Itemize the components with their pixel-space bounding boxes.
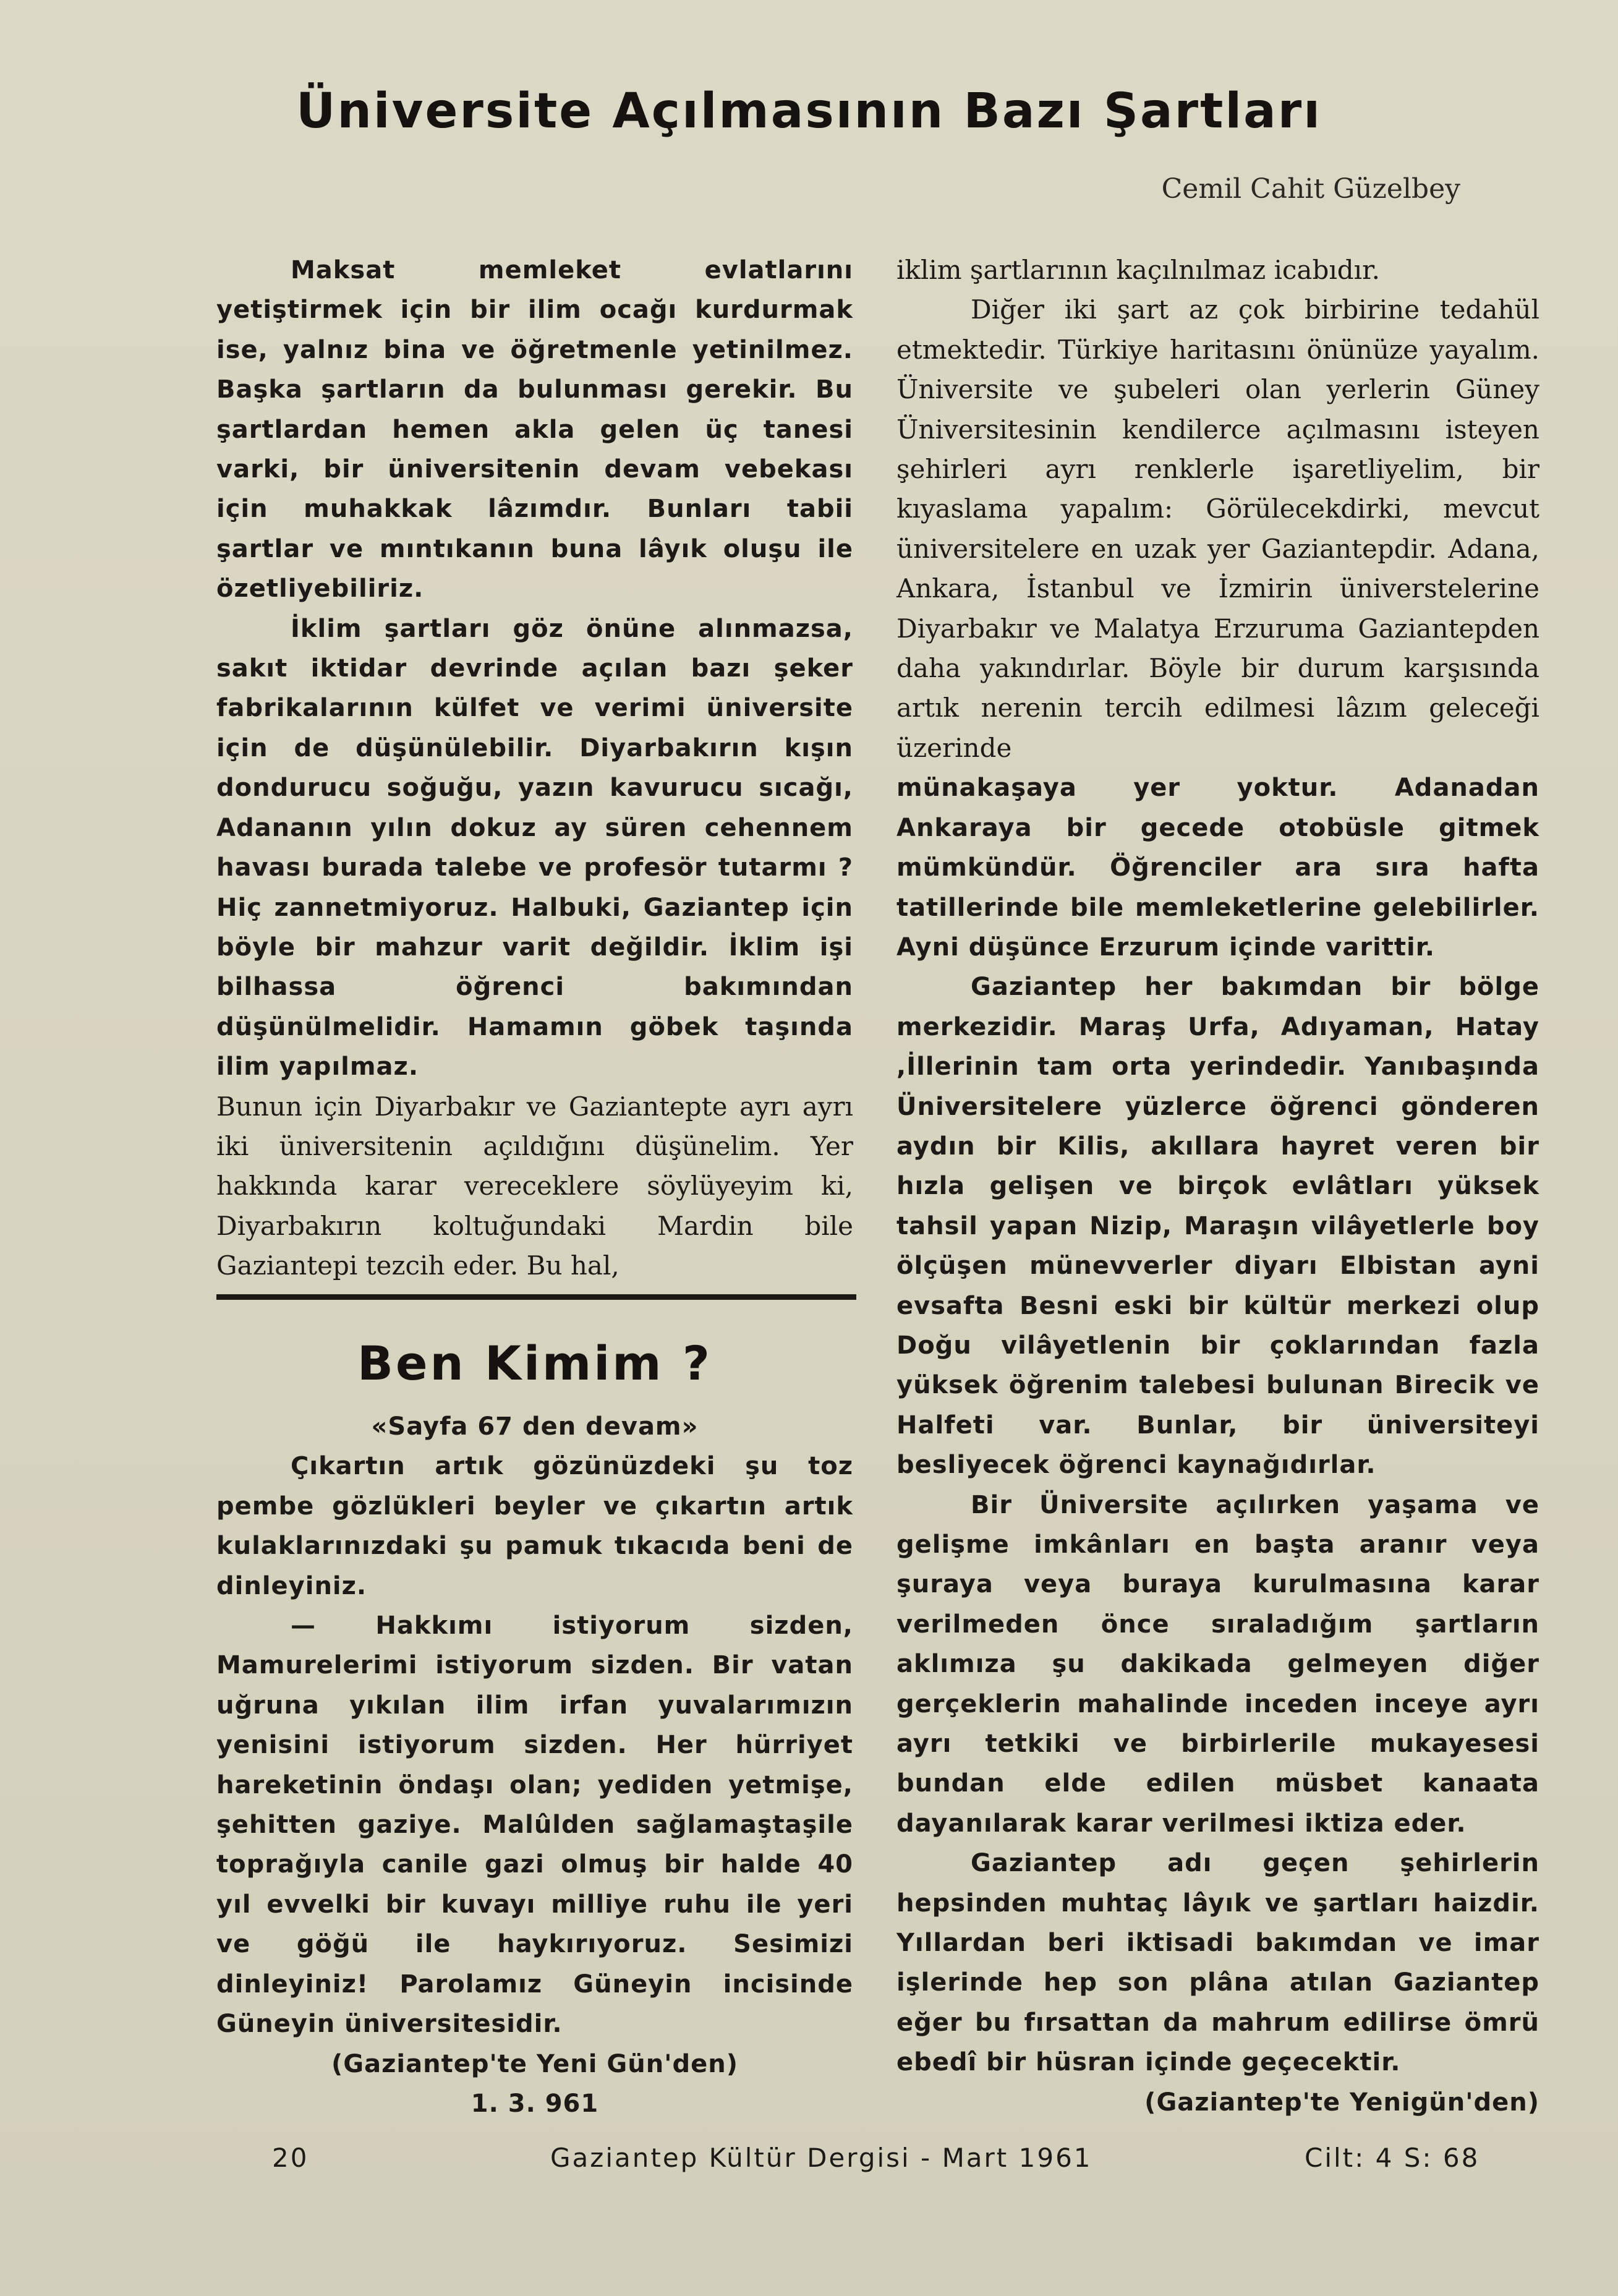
article-paragraph: Diğer iki şart az çok birbirine tedahül etmektedir. Türkiye haritasını önünüze yayalım. Üniversite ve şubeleri olan yerlerin Güney Üniversitesinin kendilerce açılmasını isteyen şehirleri ayrı renklerle işaretliyelim, bir kıyaslama yapalım: Görülecekdirki, mevcut üniversitelere en uzak yer Gaziantepdir. Adana, Ankara, İstanbul ve İzmirin üniverstelerine Diyarbakır ve Malatya Erzuruma Gaziantepden daha yakındırlar. Böyle bir durum karşısında artık nerenin tercih edilmesi lâzım geleceği üzerinde [896,294,1539,763]
article-paragraph: Bir Üniversite açılırken yaşama ve gelişme imkânları en başta aranır veya şuraya veya buraya kurulmasına karar verilmeden önce sıraladığım şartların aklımıza şu dakikada gelmeyen diğer gerçeklerin mahalinde inceden inceye ayrı ayrı tetkiki ve birbirlerile mukayesesi bundan elde edilen müsbet kanaata dayanılarak karar verilmesi iktiza eder. [896,1490,1539,1838]
sidebar-paragraph: — Hakkımı istiyorum sizden, Mamurelerimi istiyorum sizden. Bir vatan uğruna yıkılan ilim irfan yuvalarımızın yenisini istiyorum sizden. Her hürriyet hareketinin öndaşı olan; yediden yetmişe, şehitten gaziye. Malûlden sağlamaştaşile toprağıyla canile gazi olmuş bir halde 40 yıl evvelki bir kuvayı milliye ruhu ile yeri ve göğü ile haykırıyoruz. Sesimizi dinleyiniz! Parolamız Güneyin incisinde Güneyin üniversitesidir. [216,1611,853,2039]
footer-magazine-name: Gaziantep Kültür Dergisi - Mart 1961 [550,2143,1092,2173]
sidebar-source: (Gaziantep'te Yeni Gün'den) [331,2049,738,2078]
footer-issue: Cilt: 4 S: 68 [1305,2143,1480,2173]
article-left-column [216,250,853,1286]
article-paragraph: Bunun için Diyarbakır ve Gaziantepte ayrı ayrı iki üniversitenin açıldığını düşünelim. Yer hakkında karar vereceklere söylüyeyim ki, Diyarbakırın koltuğundaki Mardin bile Gaziantepi tezcih eder. Bu hal, [216,1091,853,1281]
footer-page-number: 20 [272,2143,309,2173]
sidebar-date: 1. 3. 961 [470,2089,599,2118]
article-source: (Gaziantep'te Yenigün'den) [1144,2088,1539,2117]
article-author: Cemil Cahit Güzelbey [1161,173,1460,205]
article-paragraph: Maksat memleket evlatlarını yetiştirmek için bir ilim ocağı kurdurmak ise, yalnız bina ve öğretmenle yetinilmez. Başka şartların da bulunması gerekir. Bu şartlardan hemen akla gelen üç tanesi varki, bir üniversitenin devam vebekası için muhakkak lâzımdır. Bunları tabii şartlar ve mıntıkanın buna lâyık oluşu ile özetliyebiliriz. [216,256,853,604]
article-paragraph: Gaziantep adı geçen şehirlerin hepsinden muhtaç lâyık ve şartları haizdir. Yıllardan beri iktisadi bakımdan ve imar işlerinde hep son plâna atılan Gaziantep eğer bu fırsattan da mahrum edilirse ömrü ebedî bir hüsran içinde geçecektir. [896,1849,1539,2077]
sidebar-paragraph: Çıkartın artık gözünüzdeki şu toz pembe gözlükleri beyler ve çıkartın artık kulaklarınızdaki şu pamuk tıkacıda beni de dinleyiniz. [216,1452,853,1600]
sidebar-column [216,1407,853,2123]
article-paragraph: iklim şartlarının kaçılnılmaz icabıdır. [896,255,1380,285]
sidebar-continued-note: «Sayfa 67 den devam» [371,1412,699,1441]
article-title: Üniversite Açılmasının Bazı Şartları [296,83,1322,139]
article-paragraph: İklim şartları göz önüne alınmazsa, sakıt iktidar devrinde açılan bazı şeker fabrikalarının külfet ve verimi üniversite için de düşünülebilir. Diyarbakırın kışın dondurucu soğuğu, yazın kavurucu sıcağı, Adananın yılın dokuz ay süren cehennem havası burada talebe ve profesör tutarmı ? Hiç zannetmiyoruz. Halbuki, Gaziantep için böyle bir mahzur varit değildir. İklim işi bilhassa öğrenci bakımından düşünülmelidir. Hamamın göbek taşında ilim yapılmaz. [216,614,853,1082]
sidebar-title: Ben Kimim ? [357,1336,712,1391]
section-divider [216,1294,856,1300]
article-paragraph: münakaşaya yer yoktur. Adanadan Ankaraya bir gecede otobüsle gitmek mümkündür. Öğrenciler ara sıra hafta tatillerinde bile memleketlerine gelebilirler. Ayni düşünce Erzurum içinde varittir. [896,774,1539,962]
article-paragraph: Gaziantep her bakımdan bir bölge merkezidir. Maraş Urfa, Adıyaman, Hatay ,İllerinin tam orta yerindedir. Yanıbaşında Üniversitelere yüzlerce öğrenci gönderen aydın bir Kilis, akıllara hayret veren bir hızla gelişen ve birçok evlâtları yüksek tahsil yapan Nizip, Maraşın vilâyetlerle boy ölçüşen münevverler diyarı Elbistan ayni evsafta Besni eski bir kültür merkezi olup Doğu vilâyetlenin bir çoklarından fazla yüksek öğrenim talebesi bulunan Birecik ve Halfeti var. Bunlar, bir üniversiteyi besliyecek öğrenci kaynağıdırlar. [896,973,1539,1480]
article-right-column [896,250,1539,2122]
